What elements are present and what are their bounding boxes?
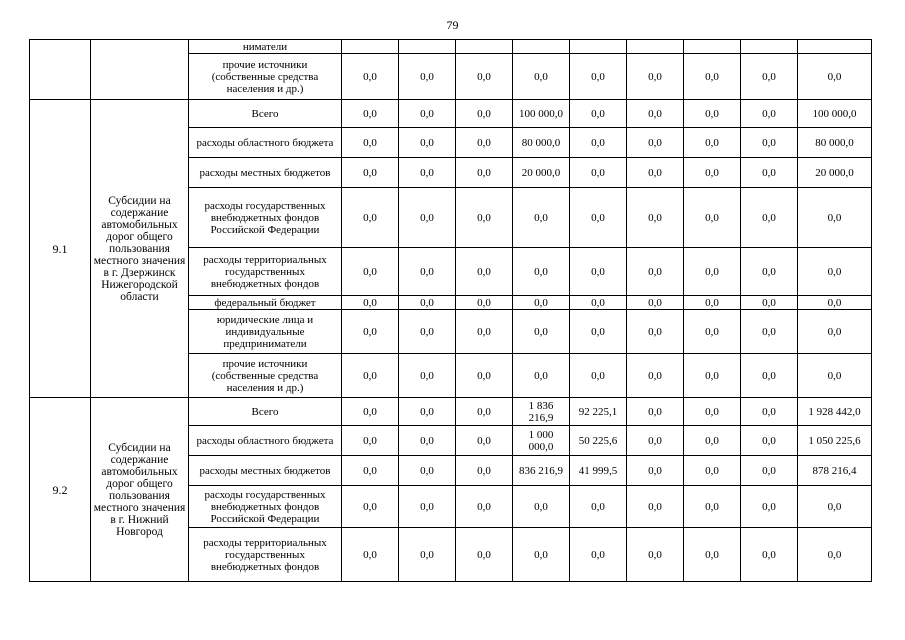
- value-cell: 0,0: [399, 354, 456, 398]
- value-cell: 0,0: [798, 296, 872, 310]
- value-cell: 0,0: [684, 248, 741, 296]
- value-cell: 0,0: [741, 528, 798, 582]
- value-cell: 0,0: [741, 54, 798, 100]
- value-cell: 0,0: [456, 398, 513, 426]
- value-cell: 0,0: [741, 426, 798, 456]
- category-cell: федеральный бюджет: [189, 296, 342, 310]
- value-cell: 0,0: [741, 188, 798, 248]
- value-cell: 0,0: [627, 128, 684, 158]
- value-cell: 0,0: [342, 54, 399, 100]
- category-cell: расходы государственных внебюджетных фондов Российской Федерации: [189, 486, 342, 528]
- value-cell: 0,0: [627, 158, 684, 188]
- value-cell: 0,0: [741, 354, 798, 398]
- value-cell: 0,0: [456, 528, 513, 582]
- value-cell: 0,0: [513, 296, 570, 310]
- table-row: [30, 398, 872, 426]
- value-cell: 0,0: [399, 128, 456, 158]
- value-cell: [342, 40, 399, 54]
- value-cell: 0,0: [684, 100, 741, 128]
- value-cell: 0,0: [627, 486, 684, 528]
- value-cell: 0,0: [570, 128, 627, 158]
- value-cell: 0,0: [798, 310, 872, 354]
- value-cell: 0,0: [627, 296, 684, 310]
- value-cell: 0,0: [513, 528, 570, 582]
- value-cell: 80 000,0: [513, 128, 570, 158]
- value-cell: [798, 40, 872, 54]
- value-cell: 0,0: [684, 158, 741, 188]
- category-cell: расходы областного бюджета: [189, 128, 342, 158]
- value-cell: 0,0: [456, 426, 513, 456]
- value-cell: 0,0: [741, 398, 798, 426]
- value-cell: 0,0: [684, 426, 741, 456]
- value-cell: 0,0: [513, 188, 570, 248]
- value-cell: 0,0: [741, 128, 798, 158]
- value-cell: 0,0: [627, 456, 684, 486]
- value-cell: 1 836 216,9: [513, 398, 570, 426]
- value-cell: 0,0: [456, 310, 513, 354]
- value-cell: 0,0: [456, 486, 513, 528]
- value-cell: 0,0: [570, 310, 627, 354]
- value-cell: 0,0: [684, 528, 741, 582]
- value-cell: 0,0: [798, 486, 872, 528]
- value-cell: 1 050 225,6: [798, 426, 872, 456]
- value-cell: 0,0: [627, 248, 684, 296]
- value-cell: 0,0: [741, 296, 798, 310]
- value-cell: 0,0: [684, 398, 741, 426]
- value-cell: 0,0: [627, 54, 684, 100]
- category-cell: Всего: [189, 100, 342, 128]
- value-cell: 0,0: [570, 100, 627, 128]
- value-cell: 41 999,5: [570, 456, 627, 486]
- value-cell: 0,0: [513, 354, 570, 398]
- category-cell: расходы государственных внебюджетных фондов Российской Федерации: [189, 188, 342, 248]
- value-cell: 100 000,0: [513, 100, 570, 128]
- value-cell: [741, 40, 798, 54]
- category-cell: юридические лица и индивидуальные предприниматели: [189, 310, 342, 354]
- value-cell: 0,0: [741, 248, 798, 296]
- value-cell: 0,0: [798, 248, 872, 296]
- category-cell: расходы территориальных государственных внебюджетных фондов: [189, 528, 342, 582]
- value-cell: 0,0: [741, 158, 798, 188]
- value-cell: 0,0: [798, 188, 872, 248]
- value-cell: 0,0: [399, 486, 456, 528]
- value-cell: 0,0: [627, 426, 684, 456]
- value-cell: [399, 40, 456, 54]
- value-cell: 0,0: [570, 188, 627, 248]
- value-cell: 0,0: [684, 310, 741, 354]
- section-name-cell: Субсидии на содержание автомобильных дорог общего пользования местного значения в г. Дзержинск Нижегородской области: [91, 100, 189, 398]
- value-cell: 0,0: [342, 158, 399, 188]
- value-cell: 0,0: [684, 456, 741, 486]
- value-cell: 0,0: [570, 248, 627, 296]
- value-cell: 0,0: [456, 188, 513, 248]
- page-number: 79: [446, 18, 459, 32]
- value-cell: 0,0: [456, 296, 513, 310]
- value-cell: 0,0: [399, 158, 456, 188]
- budget-table: [29, 39, 872, 582]
- value-cell: 0,0: [456, 54, 513, 100]
- value-cell: 1 928 442,0: [798, 398, 872, 426]
- value-cell: 0,0: [684, 354, 741, 398]
- value-cell: 0,0: [513, 54, 570, 100]
- value-cell: 92 225,1: [570, 398, 627, 426]
- value-cell: 0,0: [570, 296, 627, 310]
- value-cell: [456, 40, 513, 54]
- value-cell: 0,0: [342, 296, 399, 310]
- value-cell: 0,0: [741, 310, 798, 354]
- value-cell: 0,0: [741, 456, 798, 486]
- value-cell: 0,0: [798, 528, 872, 582]
- category-cell: Всего: [189, 398, 342, 426]
- value-cell: 0,0: [456, 100, 513, 128]
- value-cell: 80 000,0: [798, 128, 872, 158]
- value-cell: 0,0: [627, 100, 684, 128]
- value-cell: 0,0: [684, 54, 741, 100]
- value-cell: [570, 40, 627, 54]
- value-cell: 20 000,0: [798, 158, 872, 188]
- section-name-cell: [91, 40, 189, 100]
- value-cell: 0,0: [399, 426, 456, 456]
- value-cell: [513, 40, 570, 54]
- value-cell: 1 000 000,0: [513, 426, 570, 456]
- category-cell: расходы местных бюджетов: [189, 158, 342, 188]
- value-cell: 0,0: [399, 528, 456, 582]
- category-cell: прочие источники (собственные средства населения и др.): [189, 354, 342, 398]
- value-cell: 0,0: [399, 456, 456, 486]
- row-code-cell: 9.2: [30, 398, 91, 582]
- value-cell: 0,0: [399, 398, 456, 426]
- table-row: [30, 100, 872, 128]
- value-cell: 0,0: [342, 456, 399, 486]
- value-cell: 20 000,0: [513, 158, 570, 188]
- value-cell: 0,0: [570, 528, 627, 582]
- value-cell: 0,0: [399, 310, 456, 354]
- value-cell: 0,0: [399, 188, 456, 248]
- category-cell: расходы областного бюджета: [189, 426, 342, 456]
- value-cell: 0,0: [342, 100, 399, 128]
- value-cell: 0,0: [570, 354, 627, 398]
- value-cell: 0,0: [456, 248, 513, 296]
- value-cell: 0,0: [684, 296, 741, 310]
- value-cell: 836 216,9: [513, 456, 570, 486]
- value-cell: 0,0: [456, 128, 513, 158]
- value-cell: 0,0: [798, 354, 872, 398]
- section-name-cell: Субсидии на содержание автомобильных дорог общего пользования местного значения в г. Нижний Новгород: [91, 398, 189, 582]
- value-cell: 0,0: [513, 248, 570, 296]
- value-cell: 0,0: [627, 354, 684, 398]
- category-cell: прочие источники (собственные средства населения и др.): [189, 54, 342, 100]
- category-cell: расходы территориальных государственных внебюджетных фондов: [189, 248, 342, 296]
- category-cell: ниматели: [189, 40, 342, 54]
- value-cell: 0,0: [570, 486, 627, 528]
- value-cell: 100 000,0: [798, 100, 872, 128]
- value-cell: 0,0: [399, 296, 456, 310]
- value-cell: [684, 40, 741, 54]
- value-cell: 0,0: [570, 158, 627, 188]
- value-cell: 0,0: [684, 188, 741, 248]
- value-cell: 0,0: [342, 398, 399, 426]
- value-cell: 0,0: [342, 248, 399, 296]
- value-cell: 0,0: [456, 158, 513, 188]
- value-cell: 0,0: [342, 426, 399, 456]
- value-cell: 0,0: [456, 456, 513, 486]
- table-row: [30, 40, 872, 54]
- value-cell: [627, 40, 684, 54]
- value-cell: 0,0: [684, 128, 741, 158]
- value-cell: 0,0: [342, 188, 399, 248]
- value-cell: 0,0: [570, 54, 627, 100]
- value-cell: 0,0: [342, 354, 399, 398]
- value-cell: 0,0: [399, 54, 456, 100]
- value-cell: 0,0: [342, 128, 399, 158]
- value-cell: 0,0: [513, 310, 570, 354]
- row-code-cell: [30, 40, 91, 100]
- value-cell: 0,0: [627, 398, 684, 426]
- value-cell: 0,0: [342, 310, 399, 354]
- value-cell: 50 225,6: [570, 426, 627, 456]
- value-cell: 0,0: [513, 486, 570, 528]
- value-cell: 0,0: [342, 486, 399, 528]
- value-cell: 0,0: [456, 354, 513, 398]
- row-code-cell: 9.1: [30, 100, 91, 398]
- value-cell: 878 216,4: [798, 456, 872, 486]
- value-cell: 0,0: [741, 486, 798, 528]
- value-cell: 0,0: [342, 528, 399, 582]
- value-cell: 0,0: [741, 100, 798, 128]
- value-cell: 0,0: [627, 188, 684, 248]
- value-cell: 0,0: [399, 100, 456, 128]
- category-cell: расходы местных бюджетов: [189, 456, 342, 486]
- value-cell: 0,0: [798, 54, 872, 100]
- value-cell: 0,0: [684, 486, 741, 528]
- value-cell: 0,0: [627, 528, 684, 582]
- value-cell: 0,0: [627, 310, 684, 354]
- value-cell: 0,0: [399, 248, 456, 296]
